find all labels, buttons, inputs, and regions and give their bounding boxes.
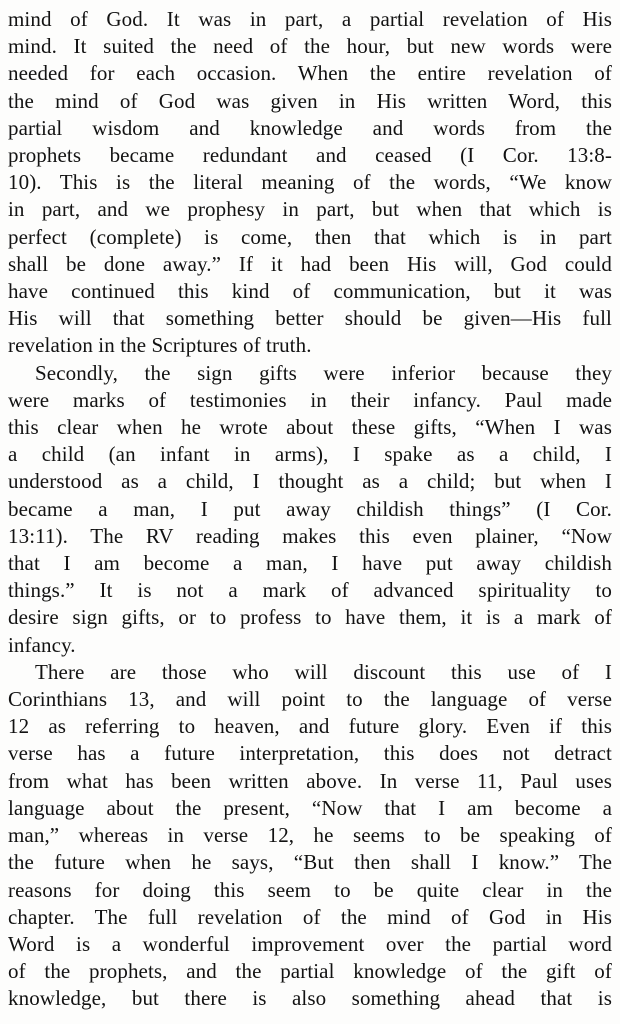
text-line: reasons for doing this seem to be quite clear in the [8, 877, 612, 902]
text-line: prophets became redundant and ceased (I Cor. 13:8- [8, 143, 612, 168]
text-line: knowledge, but there is also something ahead that is [8, 986, 612, 1011]
text-line: language about the present, “Now that I am become a [8, 795, 612, 820]
text-line: that I am become a man, I have put away childish [8, 551, 612, 576]
text-line: revelation in the Scriptures of truth. [8, 333, 312, 358]
text-line: a child (an infant in arms), I spake as a child, I [8, 442, 612, 467]
text-line: the future when he says, “But then shall I know.” The [8, 850, 612, 875]
text-line: have continued this kind of communication, but it was [8, 279, 612, 304]
text-line: 12 as referring to heaven, and future glory. Even if this [8, 714, 612, 739]
paragraph [8, 6, 612, 360]
text-line: There are those who will discount this use of I [35, 659, 612, 684]
text-line: desire sign gifts, or to profess to have them, it is a mark of [8, 605, 612, 630]
text-line: perfect (complete) is come, then that which is in part [8, 224, 612, 249]
text-line: this clear when he wrote about these gifts, “When I was [8, 415, 612, 440]
text-line: man,” whereas in verse 12, he seems to be speaking of [8, 823, 612, 848]
text-line: Corinthians 13, and will point to the language of verse [8, 687, 612, 712]
text-line: 10). This is the literal meaning of the words, “We know [8, 170, 612, 195]
text-line: in part, and we prophesy in part, but when that which is [8, 197, 612, 222]
paragraph [8, 659, 612, 1013]
text-line: shall be done away.” If it had been His will, God could [8, 251, 612, 276]
text-line: Word is a wonderful improvement over the partial word [8, 931, 612, 956]
text-line: the mind of God was given in His written Word, this [8, 88, 612, 113]
text-line: were marks of testimonies in their infancy. Paul made [8, 387, 612, 412]
text-line: verse has a future interpretation, this does not detract [8, 741, 612, 766]
text-line: became a man, I put away childish things” (I Cor. [8, 496, 612, 521]
paragraph [8, 360, 612, 659]
text-line: His will that something better should be given—His full [8, 306, 612, 331]
text-line: chapter. The full revelation of the mind of God in His [8, 904, 612, 929]
text-line: from what has been written above. In verse 11, Paul uses [8, 768, 612, 793]
text-line: mind. It suited the need of the hour, but new words were [8, 34, 612, 59]
text-line: partial wisdom and knowledge and words from the [8, 115, 612, 140]
text-line: of the prophets, and the partial knowledge of the gift of [8, 959, 612, 984]
text-line: needed for each occasion. When the entire revelation of [8, 61, 612, 86]
text-line: Secondly, the sign gifts were inferior because they [35, 360, 612, 385]
text-line: things.” It is not a mark of advanced spirituality to [8, 578, 612, 603]
text-line: infancy. [8, 632, 76, 657]
page-text [8, 6, 612, 1013]
text-line: 13:11). The RV reading makes this even plainer, “Now [8, 523, 612, 548]
text-line: understood as a child, I thought as a child; but when I [8, 469, 612, 494]
text-line: mind of God. It was in part, a partial revelation of His [8, 7, 612, 31]
